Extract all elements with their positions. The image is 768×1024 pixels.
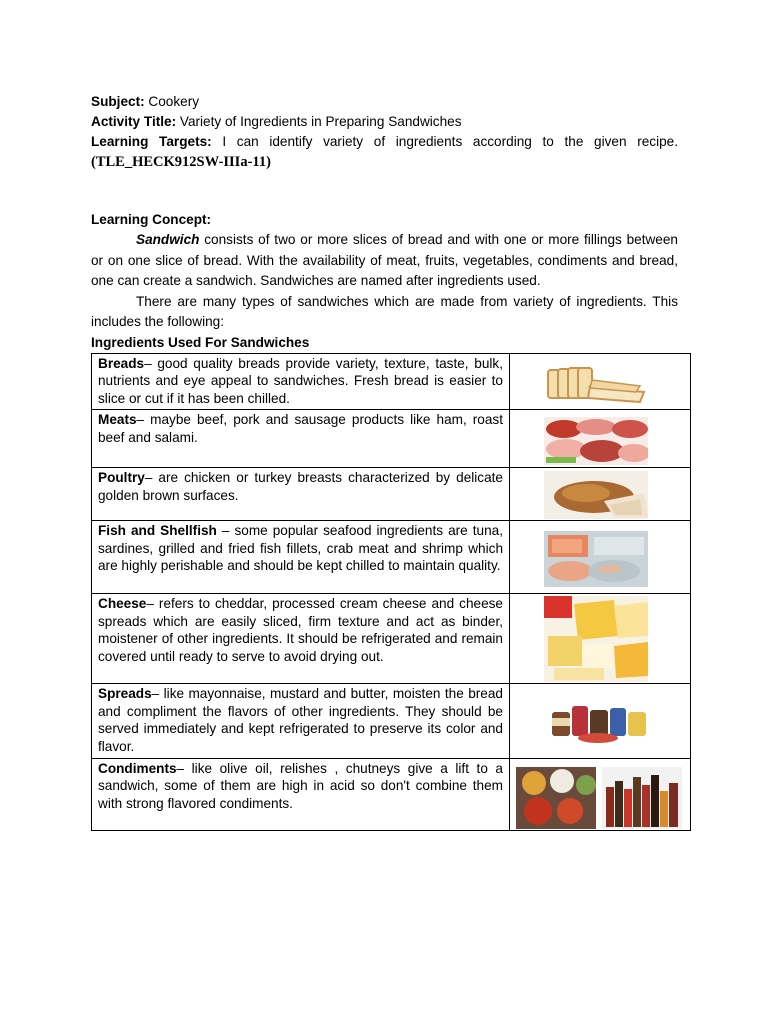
ingredient-picture-cell (510, 468, 691, 521)
ingredient-description (92, 468, 510, 521)
concept-heading: Learning Concept: (91, 212, 212, 227)
table-row (92, 410, 691, 468)
table-row (92, 684, 691, 758)
ingredient-name: Meats (98, 412, 137, 428)
seafood-image (544, 531, 648, 587)
table-title: Ingredients Used For Sandwiches (91, 334, 310, 350)
targets-label: Learning Targets: (91, 134, 212, 149)
ingredient-picture-cell (510, 521, 691, 594)
ingredient-picture-cell (510, 594, 691, 684)
table-row (92, 758, 691, 830)
ingredient-picture-cell (510, 353, 691, 410)
concept-paragraph-1 (91, 230, 678, 292)
competency-code: (TLE_HECK912SW-IIIa-11) (91, 154, 271, 170)
ingredient-name: Condiments (98, 760, 177, 776)
cheese-image (544, 596, 648, 682)
ingredient-text: – refers to cheddar, processed cream cheese and cheese spreads which are easily sliced, firm texture and act as binder, moistener of other ingredients. It should be refrigerated and remain covered until ready to serve to avoid drying out. (98, 596, 503, 665)
subject-line (91, 92, 678, 112)
subject-label: Subject: (91, 94, 145, 109)
poultry-image (544, 471, 648, 519)
ingredient-name: Cheese (98, 596, 147, 612)
table-row (92, 521, 691, 594)
ingredient-text: – good quality breads provide variety, texture, taste, bulk, nutrients and eye appeal to sandwiches. Fresh bread is easier to slice or cut if it has been chilled. (98, 355, 503, 406)
ingredient-text: – like mayonnaise, mustard and butter, moisten the bread and compliment the flavors of other ingredients. They should be served immediately and kept refrigerated to preserve its color and flavor. (98, 686, 503, 755)
ingredient-description (92, 758, 510, 830)
ingredient-name: Fish and Shellfish (98, 523, 217, 539)
ingredient-text: – some popular seafood ingredients are tuna, sardines, grilled and fried fish fillets, crab meat and shrimp which are highly perishable and should be kept chilled to maintain quality. (98, 523, 503, 574)
ingredient-picture-cell (510, 758, 691, 830)
ingredient-text: – maybe beef, pork and sausage products like ham, roast beef and salami. (98, 412, 503, 445)
activity-value: Variety of Ingredients in Preparing Sandwiches (179, 114, 462, 129)
bread-image (544, 360, 648, 406)
spreads-image (546, 700, 650, 744)
condiment-bottles-image (602, 767, 682, 829)
targets-line (91, 132, 678, 152)
subject-value: Cookery (148, 94, 200, 109)
condiments-image (516, 767, 596, 829)
ingredient-name: Breads (98, 355, 145, 371)
ingredient-text: – are chicken or turkey breasts characterized by delicate golden brown surfaces. (98, 470, 503, 503)
ingredient-name: Spreads (98, 686, 152, 702)
ingredient-text: – like olive oil, relishes , chutneys give a lift to a sandwich, some of them are high in acid so don't combine them with strong flavored condiments. (98, 760, 503, 811)
ingredient-description (92, 410, 510, 468)
table-row (92, 353, 691, 410)
ingredient-description (92, 594, 510, 684)
sandwich-term: Sandwich (136, 232, 200, 247)
activity-line (91, 112, 678, 132)
ingredient-description (92, 684, 510, 758)
ingredients-table (91, 353, 691, 831)
ingredient-description (92, 353, 510, 410)
document-page (91, 92, 678, 831)
activity-label: Activity Title: (91, 114, 177, 129)
ingredient-picture-cell (510, 684, 691, 758)
ingredient-picture-cell (510, 410, 691, 468)
targets-value: I can identify variety of ingredients according to the given recipe. (222, 134, 678, 149)
table-row (92, 468, 691, 521)
ingredient-name: Poultry (98, 470, 145, 486)
meats-image (544, 417, 648, 465)
concept-paragraph-2: There are many types of sandwiches which are made from variety of ingredients. This includes the following: (91, 293, 678, 329)
table-row (92, 594, 691, 684)
ingredient-description (92, 521, 510, 594)
concept-paragraph-1-text: consists of two or more slices of bread and with one or more fillings between or on one slice of bread. With the availability of meat, fruits, vegetables, condiments and bread, one can create a sandwich. Sandwiches are named after ingredients used. (91, 232, 678, 288)
